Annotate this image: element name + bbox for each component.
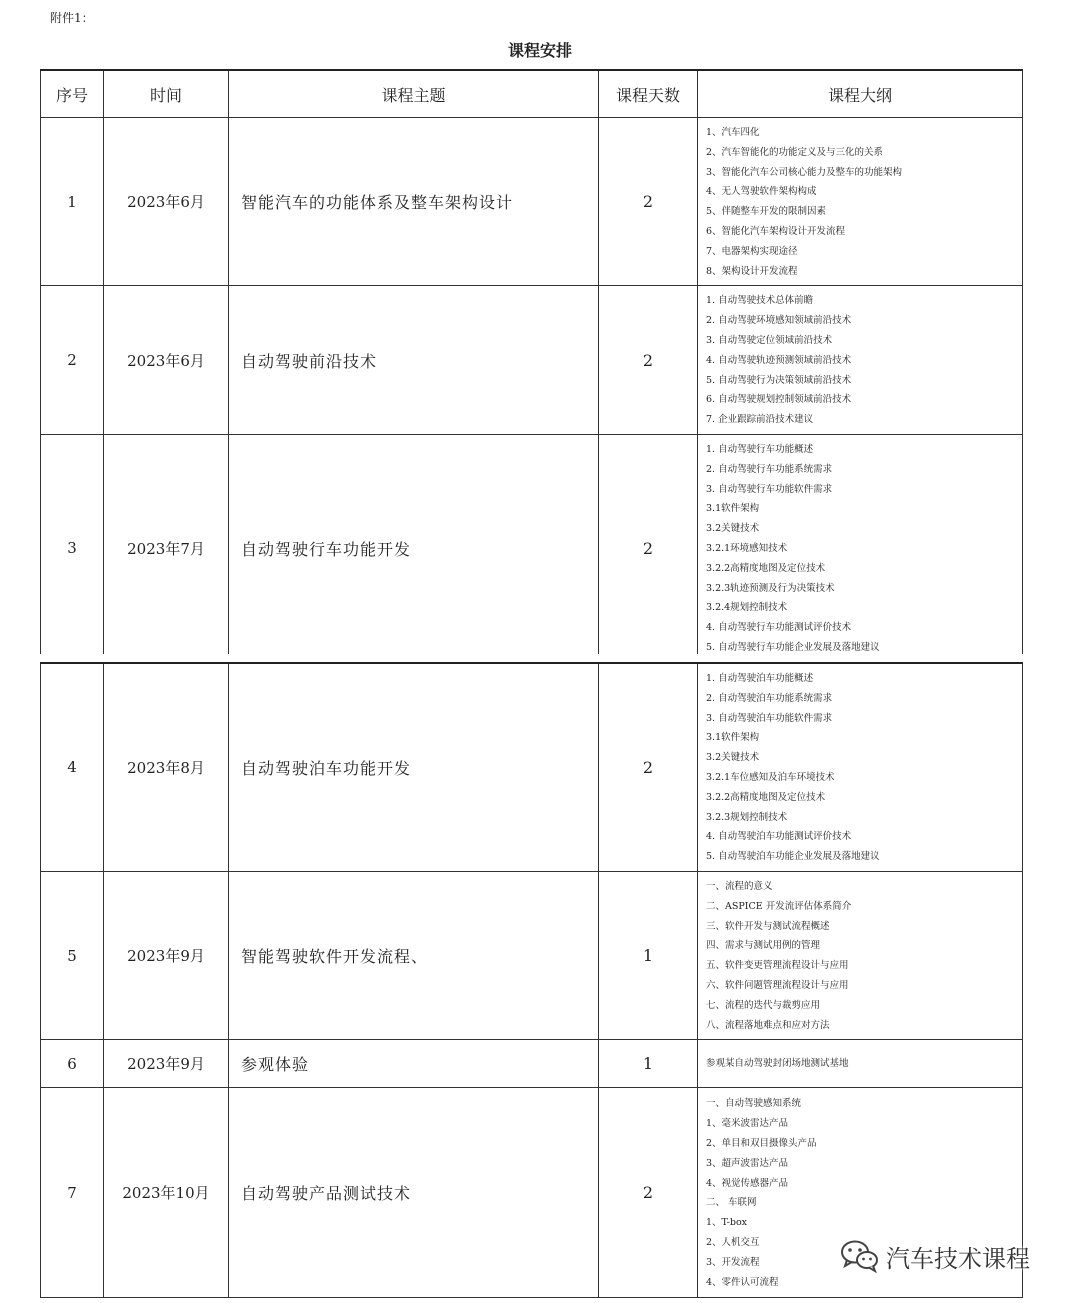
outline-item: 3. 自动驾驶泊车功能软件需求: [706, 712, 833, 724]
outline-item: 3.1软件架构: [706, 503, 760, 515]
row-num: 3: [41, 434, 104, 662]
outline-list: [706, 669, 1018, 867]
schedule-table-part-1: [40, 69, 1023, 663]
outline-item: 5. 自动驾驶行车功能企业发展及落地建议: [706, 641, 880, 653]
row-days: 2: [599, 118, 698, 286]
outline-item: 3.2.2高精度地图及定位技术: [706, 791, 826, 803]
outline-item: 8、架构设计开发流程: [706, 265, 798, 277]
outline-item: 3. 自动驾驶定位领域前沿技术: [706, 334, 833, 346]
outline-item: 2、汽车智能化的功能定义及与三化的关系: [706, 146, 884, 158]
row-days: 2: [599, 286, 698, 435]
table-row: [41, 663, 1023, 871]
header-outline: 课程大纲: [698, 70, 1023, 118]
row-outline: [698, 871, 1023, 1039]
outline-list: [706, 877, 1018, 1035]
outline-item: 4. 自动驾驶轨迹预测领域前沿技术: [706, 354, 852, 366]
outline-list: [706, 123, 1018, 281]
row-time: 2023年8月: [104, 663, 229, 871]
outline-item: 3.2.1环境感知技术: [706, 542, 788, 554]
outline-item: 4、零件认可流程: [706, 1276, 779, 1288]
row-days: 1: [599, 871, 698, 1039]
outline-list: [706, 1054, 1018, 1074]
outline-item: 3.2.2高精度地图及定位技术: [706, 562, 826, 574]
outline-item: 3. 自动驾驶行车功能软件需求: [706, 483, 833, 495]
outline-item: 3.1软件架构: [706, 732, 760, 744]
outline-item: 1、汽车四化: [706, 127, 760, 138]
row-outline: [698, 118, 1023, 286]
row-outline: [698, 286, 1023, 435]
row-num: 4: [41, 663, 104, 871]
outline-item: 7. 企业跟踪前沿技术建议: [706, 414, 814, 426]
row-outline: [698, 434, 1023, 662]
header-topic: 课程主题: [229, 70, 599, 118]
outline-item: 3、超声波雷达产品: [706, 1157, 789, 1169]
outline-list: [706, 440, 1018, 658]
row-time: 2023年9月: [104, 1040, 229, 1088]
watermark: [840, 1236, 1060, 1276]
outline-item: 5. 自动驾驶行为决策领域前沿技术: [706, 374, 852, 386]
outline-item: 3.2.4规划控制技术: [706, 602, 788, 614]
wechat-icon: [840, 1239, 880, 1273]
header-num: 序号: [41, 70, 104, 118]
outline-item: 4. 自动驾驶泊车功能测试评价技术: [706, 831, 852, 843]
outline-item: 7、电器架构实现途径: [706, 245, 798, 257]
row-num: 5: [41, 871, 104, 1039]
header-time: 时间: [104, 70, 229, 118]
outline-item: 五、软件变更管理流程设计与应用: [706, 960, 849, 972]
row-num: 6: [41, 1040, 104, 1088]
outline-item: 1. 自动驾驶行车功能概述: [706, 443, 814, 455]
outline-item: 1、T-box: [706, 1217, 748, 1229]
row-time: 2023年6月: [104, 118, 229, 286]
outline-item: 2、单目和双目摄像头产品: [706, 1137, 817, 1149]
outline-item: 6、智能化汽车架构设计开发流程: [706, 225, 846, 237]
outline-item: 1. 自动驾驶技术总体前瞻: [706, 295, 814, 307]
outline-item: 四、需求与测试用例的管理: [706, 940, 821, 952]
page-title: 课程安排: [507, 41, 572, 60]
outline-item: 5、伴随整车开发的限制因素: [706, 206, 827, 218]
outline-list: [706, 291, 1018, 430]
row-days: 2: [599, 434, 698, 662]
outline-item: 6. 自动驾驶规划控制领域前沿技术: [706, 394, 852, 406]
row-outline: [698, 663, 1023, 871]
outline-item: 二、 车联网: [706, 1197, 757, 1209]
row-topic: 智能驾驶软件开发流程、: [229, 871, 599, 1039]
outline-item: 一、流程的意义: [706, 880, 773, 892]
outline-item: 六、软件问题管理流程设计与应用: [706, 979, 849, 991]
outline-item: 1. 自动驾驶泊车功能概述: [706, 673, 814, 684]
table-row: [41, 871, 1023, 1039]
table-row: [41, 286, 1023, 435]
attachment-label: 附件1：: [50, 11, 94, 25]
outline-item: 3.2.3轨迹预测及行为决策技术: [706, 582, 835, 594]
row-num: 1: [41, 118, 104, 286]
outline-item: 3.2.1车位感知及泊车环境技术: [706, 771, 835, 783]
table-row: [41, 434, 1023, 662]
outline-item: 2. 自动驾驶环境感知领域前沿技术: [706, 315, 852, 327]
row-time: 2023年7月: [104, 434, 229, 662]
row-topic: 智能汽车的功能体系及整车架构设计: [229, 118, 599, 286]
outline-item: 3.2.3规划控制技术: [706, 811, 788, 823]
outline-item: 七、流程的迭代与裁剪应用: [706, 999, 821, 1011]
row-outline: [698, 1040, 1023, 1088]
outline-item: 4、无人驾驶软件架构构成: [706, 186, 817, 198]
row-time: 2023年10月: [104, 1088, 229, 1298]
row-time: 2023年9月: [104, 871, 229, 1039]
outline-item: 1、毫米波雷达产品: [706, 1118, 789, 1130]
outline-item: 5. 自动驾驶泊车功能企业发展及落地建议: [706, 851, 880, 863]
row-num: 7: [41, 1088, 104, 1298]
outline-item: 2. 自动驾驶泊车功能系统需求: [706, 692, 833, 704]
page-break-gap: [38, 654, 1024, 662]
row-topic: 自动驾驶产品测试技术: [229, 1088, 599, 1298]
schedule-table-part-2: [40, 662, 1023, 1298]
header-days: 课程天数: [599, 70, 698, 118]
row-topic: 自动驾驶前沿技术: [229, 286, 599, 435]
outline-item: 八、流程落地难点和应对方法: [706, 1019, 830, 1031]
outline-item: 2、人机交互: [706, 1236, 760, 1248]
outline-item: 三、软件开发与测试流程概述: [706, 920, 830, 932]
watermark-text: 汽车技术课程: [886, 1244, 1030, 1273]
outline-item: 3.2关键技术: [706, 752, 760, 764]
row-time: 2023年6月: [104, 286, 229, 435]
table-row: [41, 118, 1023, 286]
row-topic: 自动驾驶行车功能开发: [229, 434, 599, 662]
outline-item: 参观某自动驾驶封闭场地测试基地: [706, 1058, 849, 1070]
row-topic: 参观体验: [229, 1040, 599, 1088]
outline-item: 4. 自动驾驶行车功能测试评价技术: [706, 622, 852, 634]
row-topic: 自动驾驶泊车功能开发: [229, 663, 599, 871]
table-header-row: [41, 70, 1023, 118]
outline-item: 4、视觉传感器产品: [706, 1177, 789, 1189]
outline-item: 一、自动驾驶感知系统: [706, 1098, 802, 1110]
row-days: 2: [599, 663, 698, 871]
outline-item: 二、ASPICE 开发流评估体系简介: [706, 900, 852, 912]
outline-item: 3、开发流程: [706, 1256, 760, 1268]
outline-item: 2. 自动驾驶行车功能系统需求: [706, 463, 833, 475]
row-days: 2: [599, 1088, 698, 1298]
outline-item: 3、智能化汽车公司核心能力及整车的功能架构: [706, 166, 903, 178]
row-days: 1: [599, 1040, 698, 1088]
table-row: [41, 1040, 1023, 1088]
row-num: 2: [41, 286, 104, 435]
outline-item: 3.2关键技术: [706, 523, 760, 535]
